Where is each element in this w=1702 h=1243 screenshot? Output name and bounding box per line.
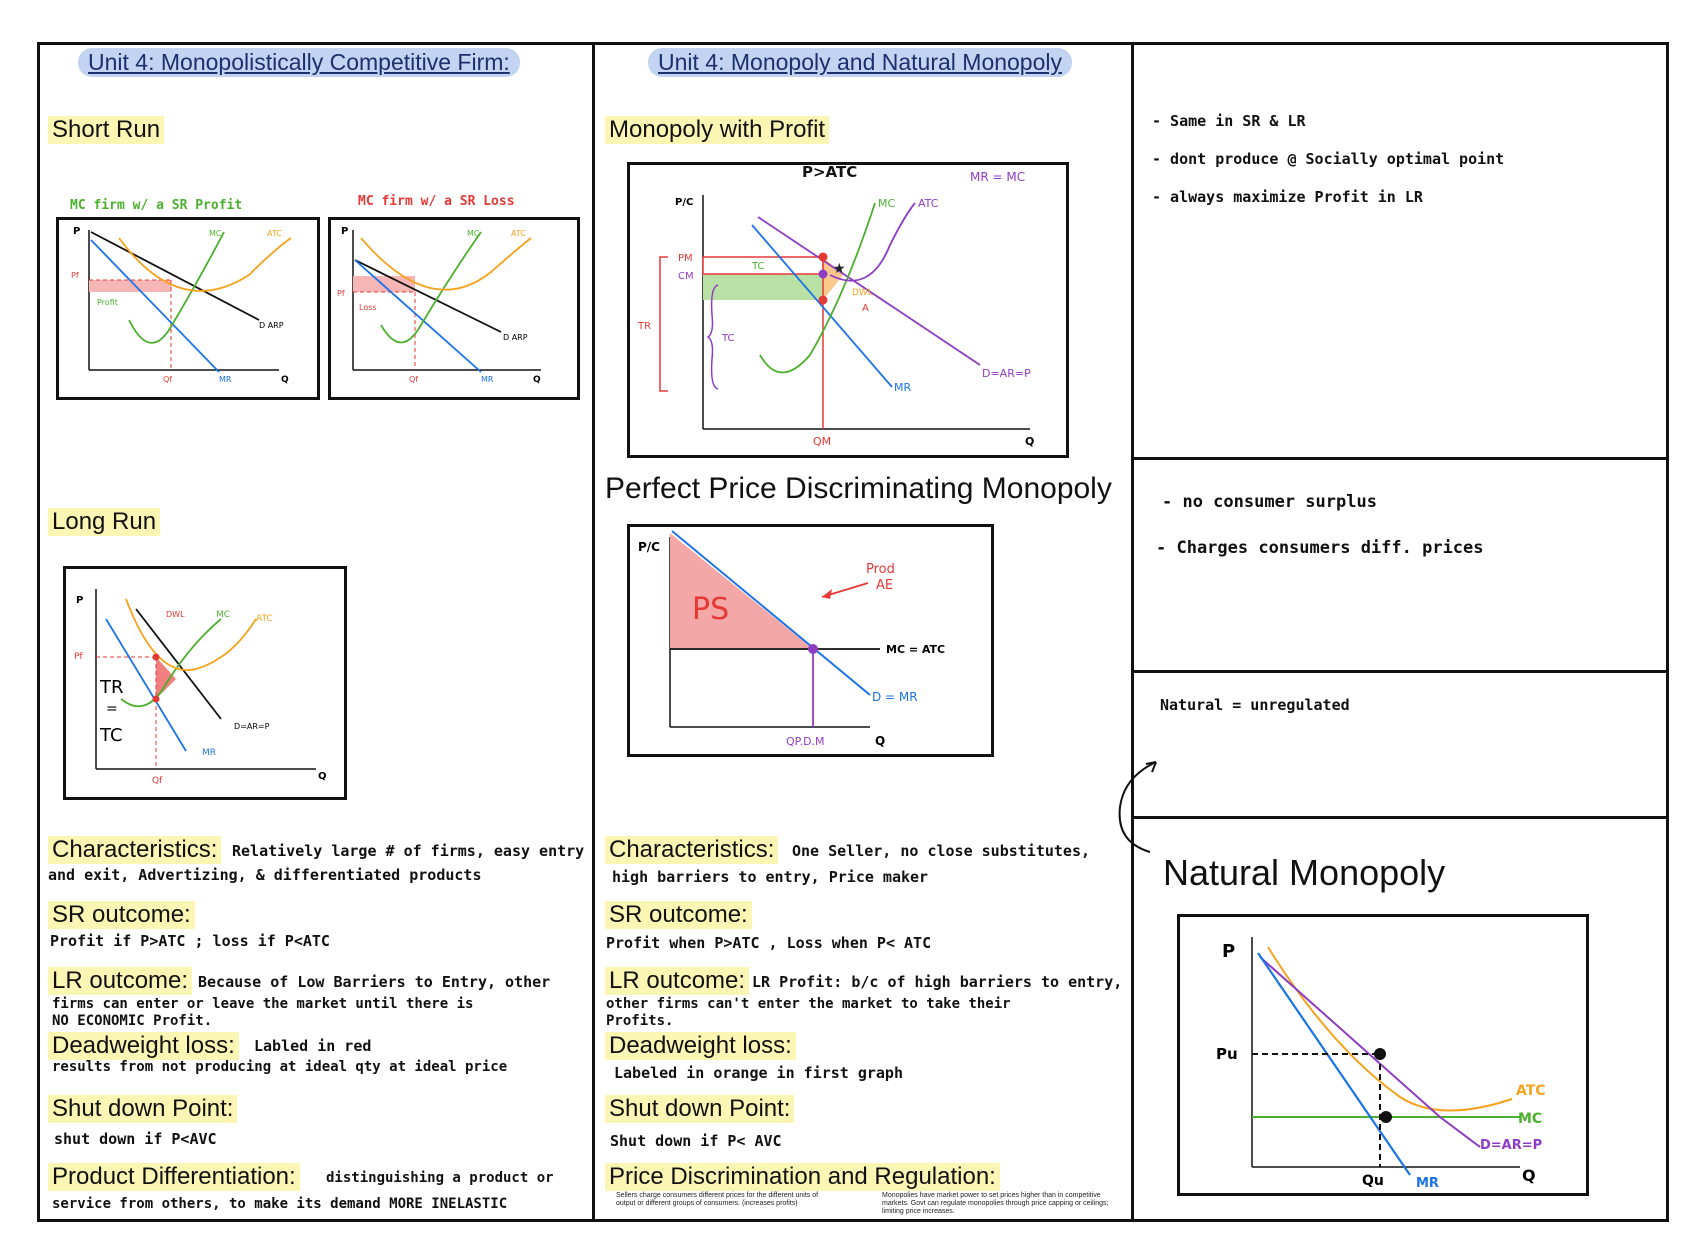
mc-label: MC	[878, 197, 896, 210]
profit-label: Profit	[97, 298, 118, 307]
pf-label: Pf	[337, 289, 345, 298]
atc-label: ATC	[267, 229, 282, 238]
demand-label: D=AR=P	[1480, 1138, 1543, 1153]
product-diff-label: Product Differentiation:	[48, 1163, 300, 1191]
d-mr-label: D = MR	[872, 690, 918, 704]
demand-label: D=AR=P	[234, 722, 270, 731]
shutdown-text: shut down if P<AVC	[54, 1130, 217, 1148]
prod-label: Prod	[866, 562, 895, 577]
pm-point	[819, 253, 828, 262]
pu-label: Pu	[1216, 1045, 1238, 1063]
mc-label: MC	[209, 229, 222, 238]
qf-label: Qf	[163, 375, 173, 384]
qf-label: Qf	[152, 776, 163, 786]
pdr-label: Price Discrimination and Regulation:	[605, 1163, 1000, 1191]
c2-characteristics-label: Characteristics:	[605, 836, 778, 864]
long-run-heading: Long Run	[48, 508, 160, 536]
note-natural-unregulated: Natural = unregulated	[1160, 696, 1350, 714]
mc-label: MC	[1518, 1111, 1543, 1127]
mc-intersect-point	[1380, 1111, 1392, 1123]
q-label: Q	[1522, 1166, 1536, 1185]
demand-label: D ARP	[503, 333, 528, 342]
mc-label: MC	[216, 610, 231, 620]
pf-label: Pf	[74, 652, 83, 662]
pc-label: P/C	[638, 540, 660, 554]
natural-monopoly-graph	[1177, 914, 1589, 1196]
demand-label: D=AR=P	[982, 367, 1031, 380]
qpdm-label: QP.D.M	[786, 735, 825, 748]
lr-outcome-label: LR outcome:	[48, 967, 192, 995]
mc-atc-label: MC = ATC	[886, 643, 946, 656]
row-divider	[1131, 670, 1669, 673]
c2-lr-outcome-label: LR outcome:	[605, 967, 749, 995]
header-label: P>ATC	[802, 165, 858, 181]
mr-curve	[355, 260, 481, 372]
characteristics-text-2: and exit, Advertizing, & differentiated products	[48, 866, 482, 884]
p-label: P	[76, 595, 84, 606]
dwl-label: Deadweight loss:	[48, 1032, 239, 1060]
c2-characteristics-text: One Seller, no close substitutes,	[792, 842, 1091, 860]
equilibrium-point	[808, 644, 818, 654]
col2-title: Unit 4: Monopoly and Natural Monopoly	[648, 48, 1072, 77]
mr-curve	[752, 225, 892, 387]
mr-label: MR	[219, 375, 232, 384]
ppd-graph	[627, 524, 994, 757]
mr-curve	[1258, 953, 1410, 1175]
column-divider	[592, 42, 595, 1222]
demand-label: D ARP	[259, 321, 284, 330]
equals-label: =	[106, 701, 118, 717]
ae-label: AE	[876, 578, 894, 593]
profit-area	[89, 280, 171, 292]
curved-arrow-icon	[1106, 752, 1166, 862]
monopoly-profit-graph	[627, 162, 1069, 458]
note-same-sr-lr: - Same in SR & LR	[1152, 112, 1306, 130]
atc-label: ATC	[1516, 1083, 1546, 1099]
c2-lr-outcome-text-2: other firms can't enter the market to take their	[606, 996, 1011, 1012]
column-divider	[1131, 42, 1134, 1222]
c2-shutdown-label: Shut down Point:	[605, 1095, 794, 1123]
dwl-text-2: results from not producing at ideal qty at ideal price	[52, 1059, 508, 1075]
cm-label: CM	[678, 271, 694, 282]
qu-label: Qu	[1362, 1173, 1384, 1189]
cm-point	[819, 270, 828, 279]
dwl-label: DWL	[166, 610, 185, 619]
arrow-head	[822, 589, 832, 599]
atc-label: ATC	[511, 229, 526, 238]
qf-label: Qf	[409, 375, 419, 384]
c2-shutdown-text: Shut down if P< AVC	[610, 1132, 782, 1150]
col1-title: Unit 4: Monopolistically Competitive Firm:	[78, 48, 520, 77]
loss-label: Loss	[359, 303, 377, 312]
mr-label: MR	[894, 381, 912, 394]
tc-label: TC	[100, 725, 123, 746]
short-run-heading: Short Run	[48, 116, 164, 144]
c2-dwl-text: Labeled in orange in first graph	[614, 1064, 903, 1082]
q-label: Q	[533, 375, 541, 385]
mr-label: MR	[1416, 1176, 1439, 1191]
tc-brace	[708, 285, 718, 389]
sr-outcome-label: SR outcome:	[48, 901, 195, 929]
row-divider	[1131, 457, 1669, 460]
p-label: P	[341, 226, 349, 237]
qm-label: QM	[813, 435, 832, 448]
note-no-consumer-surplus: - no consumer surplus	[1162, 492, 1377, 512]
sr-loss-graph	[328, 217, 580, 400]
atc-label: ATC	[256, 614, 273, 624]
characteristics-label: Characteristics:	[48, 836, 221, 864]
dwl-label: DWL	[852, 288, 873, 298]
sr-outcome-text: Profit if P>ATC ; loss if P<ATC	[50, 932, 330, 950]
lr-outcome-text-2: firms can enter or leave the market until there is	[52, 996, 474, 1012]
lr-outcome-text-3: NO ECONOMIC Profit.	[52, 1013, 213, 1029]
mc-curve	[121, 619, 221, 706]
c2-lr-outcome-text-3: Profits.	[606, 1013, 674, 1029]
q-label: Q	[281, 375, 289, 385]
lr-graph	[63, 566, 347, 800]
equilibrium-point	[153, 654, 160, 661]
tr-label: TR	[638, 321, 652, 332]
mc-label: MC	[467, 229, 480, 238]
a-point	[819, 296, 828, 305]
note-charges-diff-prices: - Charges consumers diff. prices	[1156, 538, 1484, 558]
note-maximize-profit: - always maximize Profit in LR	[1152, 188, 1423, 206]
atc-label: ATC	[918, 197, 939, 210]
c2-characteristics-text-2: high barriers to entry, Price maker	[612, 868, 929, 886]
pm-label: PM	[678, 253, 693, 264]
row-divider	[1131, 816, 1669, 819]
tr-label: TR	[100, 677, 124, 698]
pf-label: Pf	[71, 271, 79, 280]
note-socially-optimal: - dont produce @ Socially optimal point	[1152, 150, 1505, 168]
p-label: P	[73, 226, 81, 237]
sr-loss-caption: MC firm w/ a SR Loss	[358, 194, 515, 209]
characteristics-text: Relatively large # of firms, easy entry	[232, 842, 585, 860]
c2-sr-outcome-text: Profit when P>ATC , Loss when P< ATC	[606, 934, 932, 952]
lr-outcome-text: Because of Low Barriers to Entry, other	[198, 973, 551, 991]
c2-dwl-label: Deadweight loss:	[605, 1032, 796, 1060]
a-label: A	[862, 303, 869, 314]
sr-profit-graph	[56, 217, 320, 400]
dwl-text: Labled in red	[254, 1037, 372, 1055]
pdr-small-right: Monopolies have market power to set prices higher than in competitive markets. Govt can regulate monopolies through price capping or ceilings; limiting price increases.	[882, 1192, 1109, 1215]
ps-label: PS	[692, 592, 730, 627]
q-label: Q	[1025, 435, 1035, 448]
product-diff-text: distinguishing a product or	[326, 1170, 554, 1186]
ppd-heading: Perfect Price Discriminating Monopoly	[605, 472, 1112, 505]
p-label: P	[1222, 941, 1236, 962]
c2-lr-outcome-text: LR Profit: b/c of high barriers to entry,	[752, 973, 1123, 991]
atc-curve	[126, 599, 256, 670]
pc-label: P/C	[675, 197, 694, 208]
rule-label: MR = MC	[970, 170, 1026, 184]
mr-label: MR	[481, 375, 494, 384]
pdr-small-left: Sellers charge consumers different prices for the different units of output or different groups of consumers. (increases profits)	[616, 1192, 819, 1207]
mc-mr-point	[153, 696, 160, 703]
tc-brace-label: TC	[722, 333, 735, 344]
star-icon: ★	[833, 261, 846, 277]
tc-box-label: TC	[752, 261, 765, 272]
atc-curve	[1268, 947, 1512, 1111]
product-diff-text-2: service from others, to make its demand MORE INELASTIC	[52, 1196, 508, 1212]
q-label: Q	[318, 771, 327, 782]
q-label: Q	[875, 734, 886, 748]
natural-monopoly-title: Natural Monopoly	[1163, 852, 1446, 893]
regulated-price-point	[1374, 1048, 1386, 1060]
c2-sr-outcome-label: SR outcome:	[605, 901, 752, 929]
sr-profit-caption: MC firm w/ a SR Profit	[70, 198, 243, 213]
shutdown-label: Shut down Point:	[48, 1095, 237, 1123]
producer-surplus-area	[670, 533, 813, 649]
demand-curve	[355, 260, 501, 332]
mr-label: MR	[202, 748, 217, 758]
monopoly-profit-heading: Monopoly with Profit	[605, 116, 829, 144]
tr-bracket	[660, 257, 668, 391]
